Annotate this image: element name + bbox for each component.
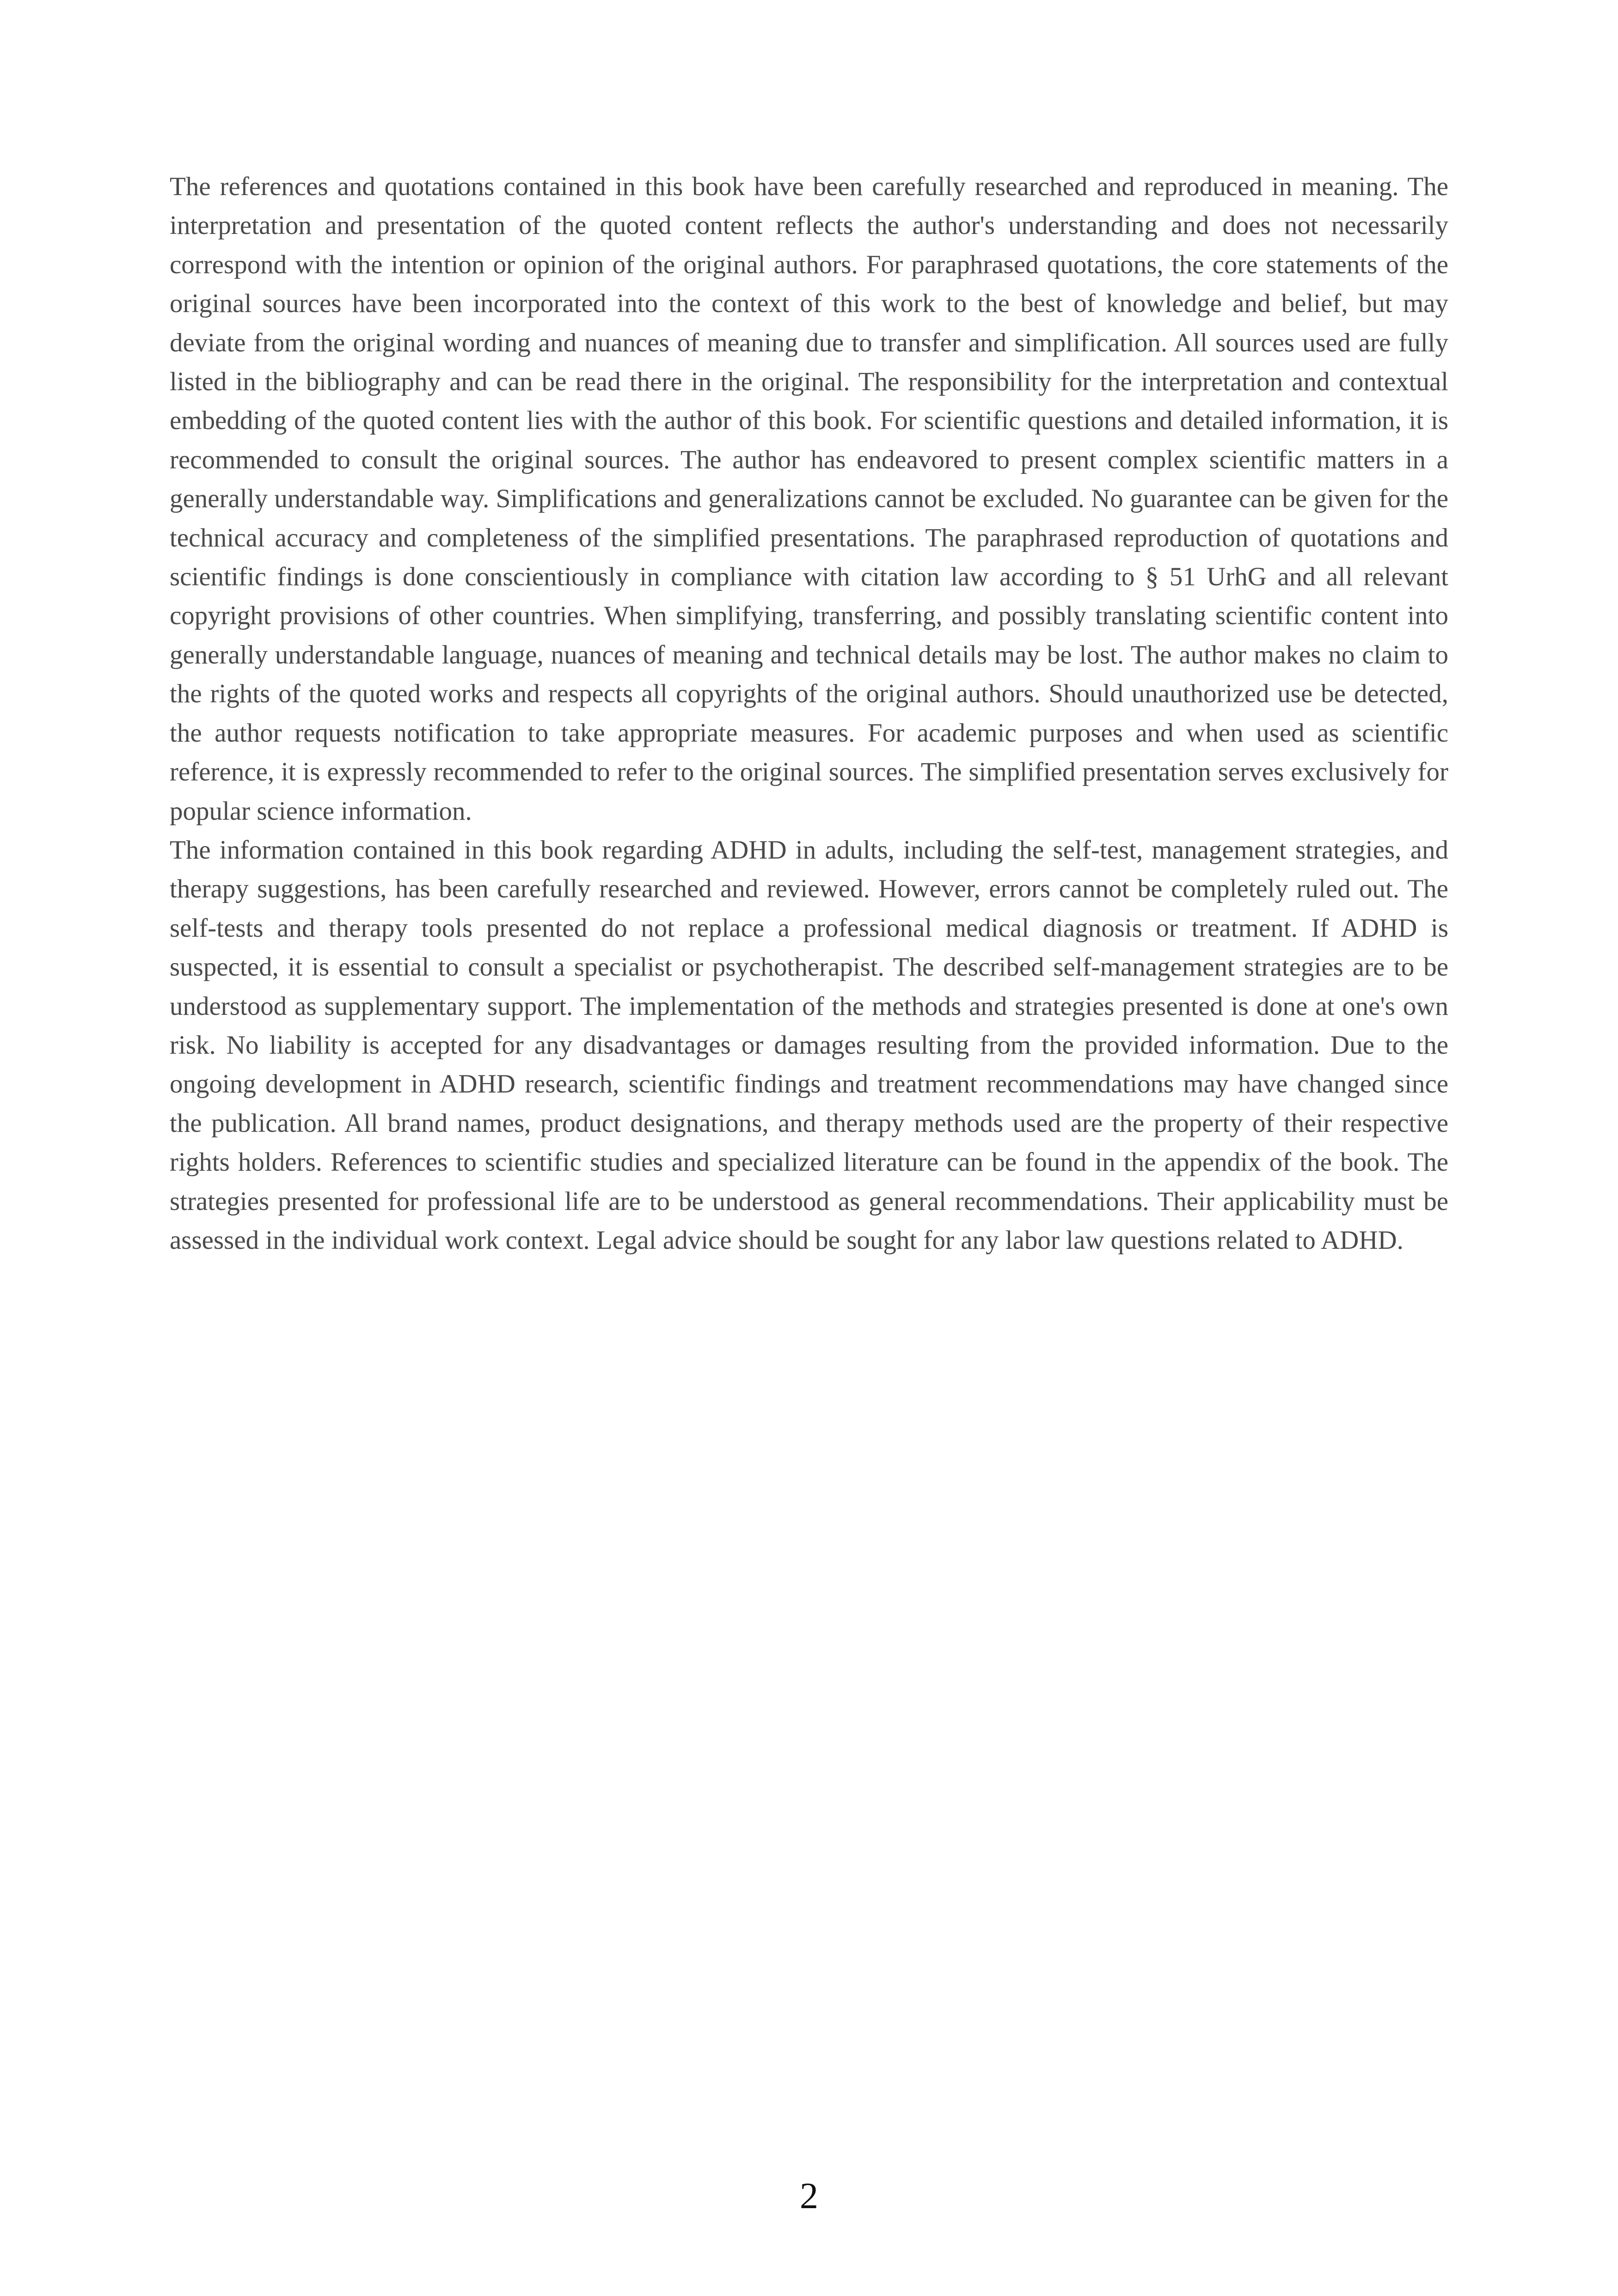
paragraph-sources-disclaimer: The references and quotations contained in this book have been carefully researched and reproduced in meaning. The interpretation and presentation of the quoted content reflects the author's understanding and does not necessarily correspond with the intention or opinion of the original authors. For paraphrased quotations, the core statements of the original sources have been incorporated into the context of this work to the best of knowledge and belief, but may deviate from the original wording and nuances of meaning due to transfer and simplification. All sources used are fully listed in the bibliography and can be read there in the original. The responsibility for the interpretation and contextual embedding of the quoted content lies with the author of this book. For scientific questions and detailed information, it is recommended to consult the original sources. The author has endeavored to present complex scientific matters in a generally understandable way. Simplifications and generalizations cannot be excluded. No guarantee can be given for the technical accuracy and completeness of the simplified presentations. The paraphrased reproduction of quotations and scientific findings is done conscientiously in compliance with citation law according to § 51 UrhG and all relevant copyright provisions of other countries. When simplifying, transferring, and possibly translating scientific content into generally understandable language, nuances of meaning and technical details may be lost. The author makes no claim to the rights of the quoted works and respects all copyrights of the original authors. Should unauthorized use be detected, the author requests notification to take appropriate measures. For academic purposes and when used as scientific reference, it is expressly recommended to refer to the original sources. The simplified presentation serves exclusively for popular science information. <box>170 172 1448 826</box>
paragraph-adhd-disclaimer: The information contained in this book regarding ADHD in adults, including the self-test, management strategies, and therapy suggestions, has been carefully researched and reviewed. However, errors cannot be completely ruled out. The self-tests and therapy tools presented do not replace a professional medical diagnosis or treatment. If ADHD is suspected, it is essential to consult a specialist or psychotherapist. The described self-management strategies are to be understood as supplementary support. The implementation of the methods and strategies presented is done at one's own risk. No liability is accepted for any disadvantages or damages resulting from the provided information. Due to the ongoing development in ADHD research, scientific findings and treatment recommendations may have changed since the publication. All brand names, product designations, and therapy methods used are the property of their respective rights holders. References to scientific studies and specialized literature can be found in the appendix of the book. The strategies presented for professional life are to be understood as general recommendations. Their applicability must be assessed in the individual work context. Legal advice should be sought for any labor law questions related to ADHD. <box>170 835 1448 1255</box>
page-number: 2 <box>800 2176 818 2216</box>
body-text <box>170 167 1448 1260</box>
